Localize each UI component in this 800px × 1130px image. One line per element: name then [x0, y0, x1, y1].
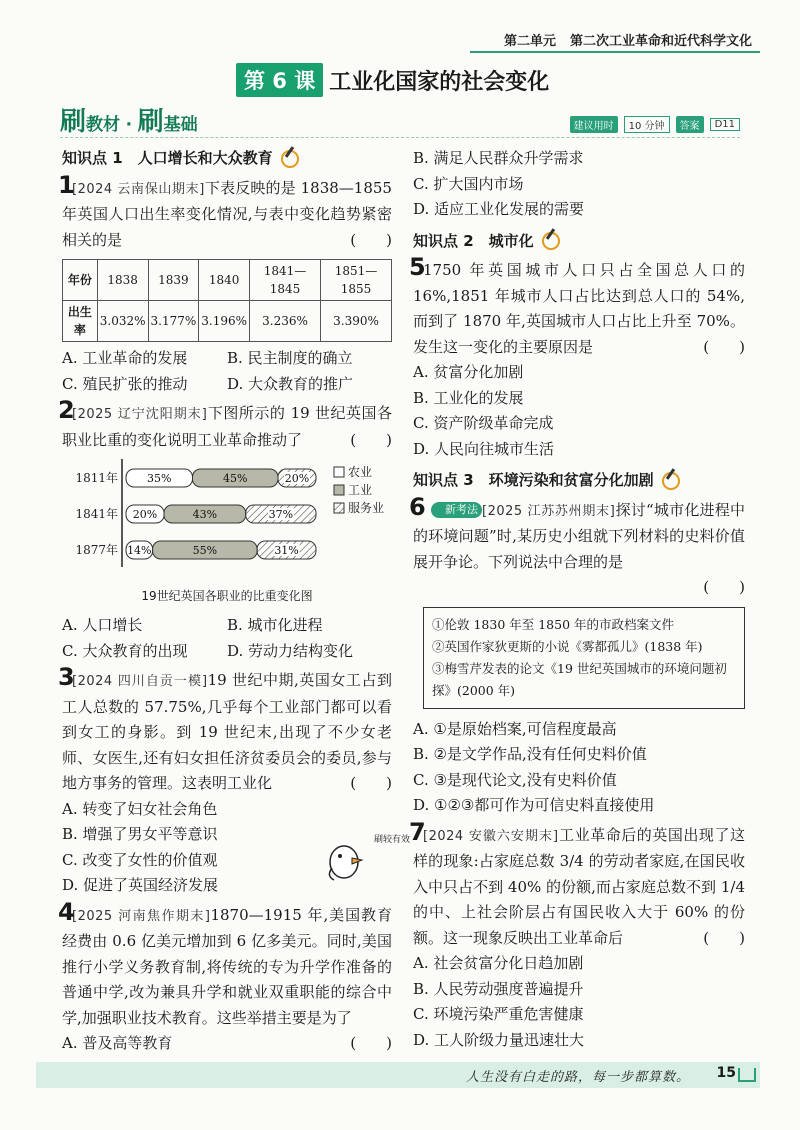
- kp2-title: 知识点 2 城市化: [413, 231, 534, 250]
- table-cell: 3.236%: [250, 301, 321, 342]
- banner-word-1: 教材: [86, 115, 121, 135]
- q3-number: 3: [58, 663, 75, 691]
- data-label: 45%: [223, 472, 248, 485]
- banner-char-1: 刷: [60, 107, 87, 137]
- unit-label: 第二单元: [503, 34, 556, 49]
- q3-answer-blank: ( ): [350, 774, 392, 792]
- q6-number: 6: [409, 492, 426, 521]
- data-label: 31%: [274, 544, 299, 557]
- mascot-text: 刷较有效: [374, 835, 411, 845]
- lesson-title: 工业化国家的社会变化: [329, 69, 550, 95]
- legend-swatch: [334, 485, 344, 495]
- chart-caption: 19世纪英国各职业的比重变化图: [141, 588, 313, 603]
- q6-option-d: D. ①②③都可作为可信史料直接使用: [413, 796, 655, 814]
- pen-target-icon: [281, 150, 299, 168]
- q3-option-d: D. 促进了英国经济发展: [62, 876, 219, 894]
- q5-option-d: D. 人民向往城市生活: [413, 439, 555, 458]
- q4-number: 4: [58, 897, 75, 926]
- knowledge-point-1: [62, 146, 392, 172]
- q7-option-c: C. 环境污染严重危害健康: [413, 1005, 584, 1023]
- q7-text: 工业革命后的英国出现了这样的现象:占家庭总数 3/4 的劳动者家庭,在国民收入中只占不到 40% 的份额,而占家庭总数不到 1/4 的中、上社会阶层占有国民收入大于 60% 的份额。这一现象反映出工业革命后: [413, 825, 745, 947]
- q5-option-a: A. 贫富分化加剧: [413, 363, 524, 381]
- legend-label: 服务业: [348, 501, 385, 515]
- legend-swatch: [334, 467, 344, 477]
- q2-option-d: D. 劳动力结构变化: [227, 641, 354, 660]
- q7-answer-blank: ( ): [703, 928, 745, 947]
- page-corner-icon: [738, 1068, 756, 1082]
- table-cell: 3.390%: [321, 301, 392, 342]
- q5-text: 1750 年英国城市人口只占全国总人口的 16%,1851 年城市人口占比达到总人口的 54%,而到了 1870 年,英国城市人口占比上升至 70%。发生这一变化的主要原因是: [413, 261, 745, 356]
- q1-text: 下表反映的是 1838—1855 年英国人口出生率变化情况,与表中变化趋势紧密相关的是: [62, 178, 392, 249]
- q4-option-b: B. 满足人民群众升学需求: [413, 149, 584, 167]
- table-row: [63, 260, 392, 301]
- q5-option-b: B. 工业化的发展: [413, 388, 524, 407]
- q2-text: 下图所示的 19 世纪英国各职业比重的变化说明工业革命推动了: [62, 404, 392, 449]
- occupation-chart-svg: [62, 457, 392, 575]
- q4-text: 1870—1915 年,美国教育经费由 0.6 亿美元增加到 6 亿多美元。同时,美国推行小学义务教育制,将传统的专为升学作准备的普通中学,改为兼具升学和就业双重职能的综合中学,加强职业技术教育。这些举措主要是为了: [62, 905, 392, 1027]
- q3-text: 19 世纪中期,英国女工占到工人总数的 57.75%,几乎每个工业部门都可以看到女工的身影。到 19 世纪末,出现了不少女老师、女医生,还有妇女担任济贫委员会的委员,参与地方事务的管理。这表明工业化: [62, 671, 392, 792]
- q3-option-a: A. 转变了妇女社会角色: [62, 799, 218, 818]
- time-label: 建议用时: [570, 116, 618, 133]
- banner-char-2: 刷: [137, 107, 164, 137]
- knowledge-point-3: [413, 468, 745, 494]
- data-label: 20%: [132, 508, 158, 521]
- q7-source: [2024 安徽六安期末]: [423, 828, 559, 844]
- q4-option-a: A. 普及高等教育: [62, 1034, 173, 1052]
- q2-answer-blank: ( ): [350, 430, 392, 449]
- q3-option-b: B. 增强了男女平等意识: [62, 825, 218, 843]
- q1-source: [2024 云南保山期末]: [72, 181, 205, 197]
- q6-option-b: B. ②是文学作品,没有任何史料价值: [413, 745, 647, 763]
- q3-stem: [62, 668, 392, 797]
- q1-number: 1: [58, 170, 75, 199]
- answer-page: D11: [710, 118, 740, 131]
- page-footer: [0, 1062, 800, 1088]
- kp1-title: 知识点 1 人口增长和大众教育: [62, 149, 273, 167]
- q6-text: 探讨“城市化进程中的环境问题”时,某历史小组就下列材料的史料价值展开争论。下列说法中合理的是: [413, 500, 745, 571]
- q2-option-b: B. 城市化进程: [227, 616, 323, 634]
- question-1: [58, 170, 392, 398]
- table-header: 年份: [63, 260, 98, 301]
- data-label: 35%: [147, 472, 172, 485]
- footer-motto: 人生没有白走的路，每一步都算数。: [465, 1070, 690, 1085]
- q5-answer-blank: ( ): [703, 337, 745, 356]
- q6-stem: [413, 498, 745, 576]
- lesson-meta: [570, 116, 740, 133]
- q3-option-c: C. 改变了女性的价值观: [62, 850, 218, 869]
- question-5: [409, 253, 745, 462]
- table-cell: 3.196%: [199, 301, 250, 342]
- q2-number: 2: [58, 396, 75, 424]
- lesson-heading: [236, 64, 549, 96]
- q2-option-a: A. 人口增长: [62, 616, 143, 634]
- occupation-chart: [62, 457, 392, 584]
- table-cell: 1838: [97, 260, 148, 301]
- question-7: [409, 817, 745, 1054]
- question-4: [58, 897, 392, 1057]
- banner-dot: ·: [125, 115, 133, 135]
- q2-source: [2025 辽宁沈阳期末]: [72, 407, 208, 422]
- q7-option-b: B. 人民劳动强度普遍提升: [413, 979, 584, 998]
- data-label: 43%: [192, 508, 218, 521]
- table-cell: 1840: [199, 260, 250, 301]
- q4-answer-blank: ( ): [350, 1034, 392, 1052]
- banner-word-2: 基础: [163, 115, 198, 135]
- pen-target-icon: [662, 472, 680, 490]
- q1-options: [62, 346, 392, 397]
- new-method-badge: 新考法: [431, 502, 482, 518]
- q4-source: [2025 河南焦作期末]: [72, 908, 211, 924]
- table-cell: 3.177%: [148, 301, 199, 342]
- q1-option-d: D. 大众教育的推广: [227, 374, 354, 393]
- q4-option-d: D. 适应工业化发展的需要: [413, 200, 585, 218]
- q2-stem: [62, 401, 392, 453]
- section-banner: [60, 101, 198, 138]
- q5-option-c: C. 资产阶级革命完成: [413, 414, 554, 432]
- question-6: [409, 492, 745, 819]
- material-item: ①伦敦 1830 年至 1850 年的市政档案文件: [432, 616, 675, 632]
- data-label: 14%: [127, 544, 152, 557]
- unit-title: [490, 30, 752, 49]
- q7-number: 7: [409, 817, 426, 846]
- data-label: 20%: [284, 472, 310, 485]
- header-rule: [470, 51, 760, 53]
- answer-label: 答案: [676, 116, 704, 133]
- right-column: [409, 146, 745, 1055]
- category-label: 1877年: [75, 543, 118, 557]
- time-value: 10 分钟: [624, 116, 670, 133]
- q6-answer-blank-row: [413, 575, 745, 601]
- q6-answer-blank: ( ): [703, 578, 745, 596]
- legend-label: 农业: [348, 465, 373, 479]
- legend-label: 工业: [348, 483, 373, 497]
- q6-option-a: A. ①是原始档案,可信程度最高: [413, 719, 617, 738]
- table-cell: 1841—1845: [250, 260, 321, 301]
- q5-stem: [413, 258, 745, 360]
- birthrate-table: [62, 259, 392, 342]
- q2-option-c: C. 大众教育的出现: [62, 641, 188, 660]
- q1-option-b: B. 民主制度的确立: [227, 349, 353, 367]
- pen-target-icon: [542, 232, 560, 250]
- left-column: [58, 146, 392, 1059]
- category-label: 1841年: [75, 507, 118, 521]
- q7-stem: [413, 823, 745, 952]
- section-divider: [60, 137, 740, 138]
- q7-option-d: D. 工人阶级力量迅速壮大: [413, 1030, 585, 1049]
- material-item: ③梅雪芹发表的论文《19 世纪英国城市的环境问题初探》(2000 年): [432, 660, 727, 698]
- kp3-title: 知识点 3 环境污染和贫富分化加剧: [413, 471, 654, 489]
- table-cell: 3.032%: [97, 301, 148, 342]
- unit-name: 第二次工业革命和近代科学文化: [569, 34, 752, 49]
- q2-options: [62, 613, 392, 664]
- category-label: 1811年: [75, 471, 118, 485]
- table-cell: 1851—1855: [321, 260, 392, 301]
- material-box: [423, 607, 745, 709]
- page-header: [0, 0, 800, 58]
- q1-stem: [62, 176, 392, 254]
- q6-option-c: C. ③是现代论文,没有史料价值: [413, 770, 617, 789]
- table-cell: 1839: [148, 260, 199, 301]
- q5-number: 5: [409, 253, 426, 281]
- data-label: 37%: [268, 508, 294, 521]
- data-label: 55%: [192, 544, 218, 557]
- mascot-bird-icon: [322, 828, 411, 884]
- table-row: [63, 301, 392, 342]
- page-number: 15: [716, 1065, 736, 1081]
- material-item: ②英国作家狄更斯的小说《雾都孤儿》(1838 年): [432, 638, 703, 654]
- knowledge-point-2: [413, 229, 745, 255]
- table-header: 出生率: [63, 301, 98, 342]
- question-2: [58, 396, 392, 664]
- lesson-number: 第 6 课: [236, 63, 323, 97]
- q3-source: [2024 四川自贡一模]: [72, 674, 208, 689]
- q1-option-a: A. 工业革命的发展: [62, 349, 188, 367]
- q6-source: [2025 江苏苏州期末]: [482, 503, 616, 519]
- q1-answer-blank: ( ): [350, 230, 392, 249]
- q1-option-c: C. 殖民扩张的推动: [62, 374, 188, 393]
- legend-swatch: [334, 503, 344, 513]
- q7-option-a: A. 社会贫富分化日趋加剧: [413, 954, 584, 972]
- q4-option-c: C. 扩大国内市场: [413, 174, 524, 193]
